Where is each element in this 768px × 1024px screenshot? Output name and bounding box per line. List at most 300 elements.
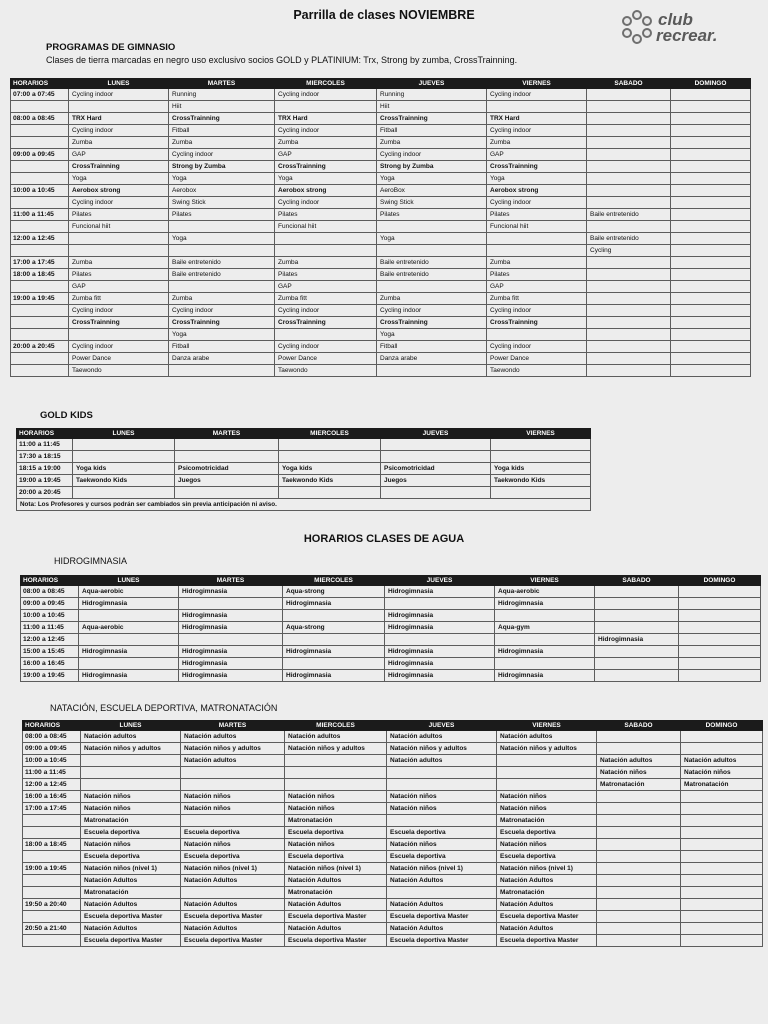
- gym-schedule-table: [10, 78, 751, 377]
- class-cell: Natación niños: [497, 791, 597, 803]
- class-cell: [275, 245, 377, 257]
- class-cell: Escuela deportiva Master: [81, 935, 181, 947]
- class-cell: Zumba fitt: [487, 293, 587, 305]
- time-cell: 08:00 a 08:45: [21, 586, 79, 598]
- class-cell: [377, 281, 487, 293]
- time-cell: [11, 365, 69, 377]
- class-cell: [587, 341, 671, 353]
- class-cell: Hidrogimnasia: [595, 634, 679, 646]
- class-cell: Taekwondo Kids: [279, 475, 381, 487]
- class-cell: [377, 245, 487, 257]
- class-cell: Cycling indoor: [487, 197, 587, 209]
- column-header: JUEVES: [385, 576, 495, 586]
- class-cell: Pilates: [169, 209, 275, 221]
- column-header: MARTES: [181, 721, 285, 731]
- class-cell: [597, 887, 681, 899]
- gym-subtitle: Clases de tierra marcadas en negro uso exclusivo socios GOLD y PLATINIUM: Trx, Strong by zumba, CrossTrainning.: [46, 55, 518, 65]
- class-cell: Natación adultos: [497, 731, 597, 743]
- class-cell: Natación niños: [181, 791, 285, 803]
- class-cell: Matronatación: [81, 887, 181, 899]
- class-cell: [279, 487, 381, 499]
- class-cell: Pilates: [275, 209, 377, 221]
- class-cell: [671, 221, 751, 233]
- class-cell: Aqua-strong: [283, 622, 385, 634]
- class-cell: Zumba: [69, 257, 169, 269]
- class-cell: Aerobox strong: [275, 185, 377, 197]
- class-cell: Swing Stick: [169, 197, 275, 209]
- class-cell: Natación adultos: [681, 755, 763, 767]
- class-cell: [679, 670, 761, 682]
- class-cell: AeroBox: [377, 185, 487, 197]
- class-cell: [587, 89, 671, 101]
- class-cell: [671, 257, 751, 269]
- class-cell: [285, 755, 387, 767]
- class-cell: Hidrogimnasia: [385, 646, 495, 658]
- class-cell: Natación niños: [81, 839, 181, 851]
- class-cell: Escuela deportiva: [497, 851, 597, 863]
- class-cell: [73, 439, 175, 451]
- class-cell: Taewondo: [487, 365, 587, 377]
- class-cell: [681, 791, 763, 803]
- column-header: JUEVES: [381, 429, 491, 439]
- class-cell: Escuela deportiva: [181, 851, 285, 863]
- class-cell: Matronatación: [497, 887, 597, 899]
- class-cell: Yoga kids: [491, 463, 591, 475]
- class-cell: Yoga: [169, 173, 275, 185]
- time-cell: [11, 101, 69, 113]
- class-cell: Hidrogimnasia: [283, 598, 385, 610]
- class-cell: Natación niños (nivel 1): [81, 863, 181, 875]
- class-cell: Taewondo: [69, 365, 169, 377]
- time-cell: 08:00 a 08:45: [23, 731, 81, 743]
- class-cell: [671, 101, 751, 113]
- class-cell: Natación niños y adultos: [387, 743, 497, 755]
- table-row: [11, 101, 751, 113]
- table-row: [11, 125, 751, 137]
- class-cell: [681, 815, 763, 827]
- class-cell: Pilates: [69, 269, 169, 281]
- class-cell: [671, 173, 751, 185]
- class-cell: Hidrogimnasia: [179, 658, 283, 670]
- time-cell: 16:00 a 16:45: [23, 791, 81, 803]
- column-header: LUNES: [69, 79, 169, 89]
- class-cell: Natación adultos: [597, 755, 681, 767]
- class-cell: Hidrogimnasia: [385, 670, 495, 682]
- column-header: VIERNES: [491, 429, 591, 439]
- column-header: HORARIOS: [17, 429, 73, 439]
- class-cell: Aqua-aerobic: [79, 622, 179, 634]
- class-cell: [587, 293, 671, 305]
- class-cell: [79, 610, 179, 622]
- table-row: [23, 779, 763, 791]
- table-row: [11, 173, 751, 185]
- class-cell: Hiit: [377, 101, 487, 113]
- table-row: [21, 634, 761, 646]
- class-cell: [587, 353, 671, 365]
- table-row: [23, 863, 763, 875]
- class-cell: Matronatación: [497, 815, 597, 827]
- time-cell: 19:00 a 19:45: [21, 670, 79, 682]
- table-row: [23, 911, 763, 923]
- class-cell: [69, 245, 169, 257]
- class-cell: Baile entretenido: [377, 269, 487, 281]
- class-cell: [587, 329, 671, 341]
- time-cell: 17:00 a 17:45: [23, 803, 81, 815]
- column-header: MIERCOLES: [285, 721, 387, 731]
- table-row: [23, 743, 763, 755]
- class-cell: [385, 598, 495, 610]
- time-cell: 19:00 a 19:45: [11, 293, 69, 305]
- class-cell: [681, 839, 763, 851]
- class-cell: Hidrogimnasia: [385, 586, 495, 598]
- table-row: [11, 257, 751, 269]
- class-cell: GAP: [69, 149, 169, 161]
- column-header: JUEVES: [377, 79, 487, 89]
- class-cell: [671, 89, 751, 101]
- class-cell: Zumba: [487, 257, 587, 269]
- class-cell: Cycling indoor: [275, 341, 377, 353]
- class-cell: [681, 803, 763, 815]
- time-cell: [11, 329, 69, 341]
- class-cell: Cycling indoor: [275, 89, 377, 101]
- class-cell: Yoga: [377, 173, 487, 185]
- class-cell: Running: [377, 89, 487, 101]
- class-cell: Taewondo: [275, 365, 377, 377]
- time-cell: [11, 173, 69, 185]
- class-cell: Cycling indoor: [169, 149, 275, 161]
- column-header: LUNES: [79, 576, 179, 586]
- class-cell: Cycling indoor: [69, 305, 169, 317]
- class-cell: Hidrogimnasia: [179, 586, 283, 598]
- class-cell: GAP: [275, 281, 377, 293]
- class-cell: [671, 185, 751, 197]
- class-cell: [597, 875, 681, 887]
- time-cell: 19:00 a 19:45: [17, 475, 73, 487]
- class-cell: Matronatación: [285, 815, 387, 827]
- class-cell: Natación adultos: [387, 731, 497, 743]
- class-cell: Hidrogimnasia: [179, 622, 283, 634]
- class-cell: Fitball: [377, 341, 487, 353]
- time-cell: [11, 353, 69, 365]
- class-cell: Matronatación: [681, 779, 763, 791]
- table-row: [11, 209, 751, 221]
- class-cell: [671, 305, 751, 317]
- class-cell: [597, 839, 681, 851]
- class-cell: Escuela deportiva Master: [387, 935, 497, 947]
- column-header: MIERCOLES: [275, 79, 377, 89]
- class-cell: [595, 610, 679, 622]
- class-cell: Funcional hiit: [275, 221, 377, 233]
- class-cell: Yoga: [69, 173, 169, 185]
- class-cell: [181, 779, 285, 791]
- time-cell: [11, 281, 69, 293]
- class-cell: Natación Adultos: [285, 923, 387, 935]
- class-cell: [169, 245, 275, 257]
- column-header: VIERNES: [487, 79, 587, 89]
- time-cell: [11, 197, 69, 209]
- column-header: HORARIOS: [23, 721, 81, 731]
- class-cell: [73, 451, 175, 463]
- time-cell: [11, 161, 69, 173]
- class-cell: Natación niños: [597, 767, 681, 779]
- class-cell: Natación Adultos: [387, 875, 497, 887]
- table-row: [23, 755, 763, 767]
- class-cell: [671, 281, 751, 293]
- class-cell: [587, 101, 671, 113]
- class-cell: [73, 487, 175, 499]
- class-cell: Matronatación: [597, 779, 681, 791]
- class-cell: Matronatación: [81, 815, 181, 827]
- class-cell: [81, 767, 181, 779]
- class-cell: [679, 646, 761, 658]
- class-cell: Aqua-gym: [495, 622, 595, 634]
- class-cell: [381, 439, 491, 451]
- table-row: [21, 586, 761, 598]
- class-cell: CrossTrainning: [377, 317, 487, 329]
- time-cell: 15:00 a 15:45: [21, 646, 79, 658]
- class-cell: Baile entretenido: [587, 233, 671, 245]
- table-row: [23, 899, 763, 911]
- class-cell: Natación niños: [285, 791, 387, 803]
- class-cell: Escuela deportiva Master: [285, 935, 387, 947]
- class-cell: Juegos: [175, 475, 279, 487]
- class-cell: Escuela deportiva: [181, 827, 285, 839]
- class-cell: Natación Adultos: [285, 875, 387, 887]
- class-cell: [681, 899, 763, 911]
- class-cell: Danza arabe: [377, 353, 487, 365]
- class-cell: [671, 209, 751, 221]
- class-cell: Natación niños: [81, 791, 181, 803]
- class-cell: Natación niños: [387, 839, 497, 851]
- class-cell: Cycling indoor: [69, 197, 169, 209]
- class-cell: Natación niños: [285, 839, 387, 851]
- class-cell: [597, 911, 681, 923]
- class-cell: Danza arabe: [169, 353, 275, 365]
- class-cell: [681, 827, 763, 839]
- class-cell: Natación Adultos: [387, 899, 497, 911]
- class-cell: [671, 197, 751, 209]
- class-cell: Yoga: [487, 173, 587, 185]
- class-cell: Natación Adultos: [497, 923, 597, 935]
- table-row: [11, 113, 751, 125]
- class-cell: Escuela deportiva: [285, 827, 387, 839]
- class-cell: Strong by Zumba: [169, 161, 275, 173]
- class-cell: Baile entretenido: [169, 269, 275, 281]
- class-cell: Baile entretenido: [587, 209, 671, 221]
- time-cell: [23, 887, 81, 899]
- class-cell: Natación niños: [181, 839, 285, 851]
- class-cell: [279, 451, 381, 463]
- table-row: [23, 791, 763, 803]
- class-cell: Hidrogimnasia: [385, 658, 495, 670]
- class-cell: Cycling indoor: [487, 125, 587, 137]
- class-cell: [181, 815, 285, 827]
- class-cell: [387, 887, 497, 899]
- class-cell: Hidrogimnasia: [79, 670, 179, 682]
- table-row: [11, 89, 751, 101]
- class-cell: Natación niños (nivel 1): [387, 863, 497, 875]
- class-cell: [595, 670, 679, 682]
- class-cell: Yoga kids: [73, 463, 175, 475]
- class-cell: Natación niños: [387, 803, 497, 815]
- column-header: DOMINGO: [671, 79, 751, 89]
- class-cell: Zumba: [377, 137, 487, 149]
- class-cell: Pilates: [487, 269, 587, 281]
- table-row: [23, 839, 763, 851]
- class-cell: Running: [169, 89, 275, 101]
- class-cell: [283, 610, 385, 622]
- class-cell: Natación Adultos: [497, 875, 597, 887]
- time-cell: 09:00 a 09:45: [23, 743, 81, 755]
- swim-section-title: NATACIÓN, ESCUELA DEPORTIVA, MATRONATACIÓN: [50, 703, 278, 713]
- class-cell: Fitball: [377, 125, 487, 137]
- column-header: VIERNES: [495, 576, 595, 586]
- class-cell: [587, 161, 671, 173]
- class-cell: GAP: [487, 149, 587, 161]
- table-row: [11, 185, 751, 197]
- header-row: [21, 576, 761, 586]
- table-row: [11, 245, 751, 257]
- class-cell: Escuela deportiva: [387, 827, 497, 839]
- class-cell: [181, 767, 285, 779]
- class-cell: [387, 779, 497, 791]
- class-cell: Natación Adultos: [81, 923, 181, 935]
- class-cell: Zumba: [487, 137, 587, 149]
- time-cell: 10:00 a 10:45: [23, 755, 81, 767]
- class-cell: Natación niños: [285, 803, 387, 815]
- class-cell: [275, 101, 377, 113]
- class-cell: [679, 658, 761, 670]
- class-cell: [597, 743, 681, 755]
- class-cell: [597, 731, 681, 743]
- class-cell: Natación adultos: [387, 755, 497, 767]
- table-row: [21, 646, 761, 658]
- time-cell: 19:00 a 19:45: [23, 863, 81, 875]
- class-cell: Zumba: [169, 137, 275, 149]
- hydro-schedule-table: [20, 575, 761, 682]
- class-cell: [179, 598, 283, 610]
- class-cell: [491, 451, 591, 463]
- class-cell: [587, 269, 671, 281]
- class-cell: Escuela deportiva Master: [387, 911, 497, 923]
- class-cell: Natación niños: [681, 767, 763, 779]
- table-row: [23, 815, 763, 827]
- header-row: [11, 79, 751, 89]
- class-cell: CrossTrainning: [487, 317, 587, 329]
- class-cell: [491, 487, 591, 499]
- class-cell: CrossTrainning: [377, 113, 487, 125]
- class-cell: CrossTrainning: [275, 317, 377, 329]
- class-cell: [179, 634, 283, 646]
- class-cell: [487, 245, 587, 257]
- column-header: JUEVES: [387, 721, 497, 731]
- class-cell: Escuela deportiva: [497, 827, 597, 839]
- time-cell: 18:00 a 18:45: [23, 839, 81, 851]
- class-cell: [81, 755, 181, 767]
- time-cell: 20:00 a 20:45: [11, 341, 69, 353]
- class-cell: [671, 269, 751, 281]
- class-cell: Hidrogimnasia: [495, 670, 595, 682]
- class-cell: Natación niños (nivel 1): [285, 863, 387, 875]
- class-cell: Cycling indoor: [487, 305, 587, 317]
- class-cell: [283, 634, 385, 646]
- time-cell: 17:00 a 17:45: [11, 257, 69, 269]
- class-cell: Hidrogimnasia: [283, 646, 385, 658]
- table-row: [21, 622, 761, 634]
- swim-schedule-table: [22, 720, 763, 947]
- class-cell: Hidrogimnasia: [495, 598, 595, 610]
- table-row: [11, 293, 751, 305]
- class-cell: [487, 233, 587, 245]
- time-cell: [11, 221, 69, 233]
- class-cell: [679, 598, 761, 610]
- class-cell: [495, 658, 595, 670]
- class-cell: Natación niños: [81, 803, 181, 815]
- class-cell: [285, 767, 387, 779]
- class-cell: [381, 487, 491, 499]
- class-cell: Natación Adultos: [81, 875, 181, 887]
- class-cell: [79, 658, 179, 670]
- class-cell: Escuela deportiva Master: [285, 911, 387, 923]
- class-cell: CrossTrainning: [275, 161, 377, 173]
- table-row: [11, 329, 751, 341]
- class-cell: [587, 305, 671, 317]
- class-cell: Zumba: [377, 293, 487, 305]
- class-cell: CrossTrainning: [169, 113, 275, 125]
- table-row: [11, 221, 751, 233]
- class-cell: [381, 451, 491, 463]
- class-cell: [587, 257, 671, 269]
- table-row: [11, 137, 751, 149]
- time-cell: 20:50 a 21:40: [23, 923, 81, 935]
- class-cell: [495, 634, 595, 646]
- time-cell: 20:00 a 20:45: [17, 487, 73, 499]
- time-cell: [11, 305, 69, 317]
- class-cell: Cycling indoor: [487, 341, 587, 353]
- class-cell: [587, 221, 671, 233]
- class-cell: GAP: [487, 281, 587, 293]
- class-cell: Escuela deportiva: [387, 851, 497, 863]
- class-cell: Zumba: [275, 137, 377, 149]
- time-cell: 12:00 a 12:45: [23, 779, 81, 791]
- column-header: DOMINGO: [679, 576, 761, 586]
- class-cell: Aqua-strong: [283, 586, 385, 598]
- class-cell: [175, 451, 279, 463]
- time-cell: 18:00 a 18:45: [11, 269, 69, 281]
- table-row: [23, 767, 763, 779]
- time-cell: [23, 815, 81, 827]
- column-header: MIERCOLES: [279, 429, 381, 439]
- class-cell: [671, 353, 751, 365]
- class-cell: [275, 233, 377, 245]
- class-cell: [595, 646, 679, 658]
- class-cell: Hiit: [169, 101, 275, 113]
- schedule-note: Nota: Los Profesores y cursos podrán ser cambiados sin previa anticipación ni aviso.: [17, 499, 591, 511]
- class-cell: [679, 586, 761, 598]
- class-cell: [587, 113, 671, 125]
- time-cell: 07:00 a 07:45: [11, 89, 69, 101]
- class-cell: Yoga kids: [279, 463, 381, 475]
- class-cell: [681, 743, 763, 755]
- class-cell: Hidrogimnasia: [385, 610, 495, 622]
- table-row: [17, 487, 591, 499]
- class-cell: Fitball: [169, 341, 275, 353]
- table-row: [23, 827, 763, 839]
- time-cell: [23, 851, 81, 863]
- table-row: [23, 875, 763, 887]
- class-cell: Hidrogimnasia: [79, 598, 179, 610]
- column-header: HORARIOS: [11, 79, 69, 89]
